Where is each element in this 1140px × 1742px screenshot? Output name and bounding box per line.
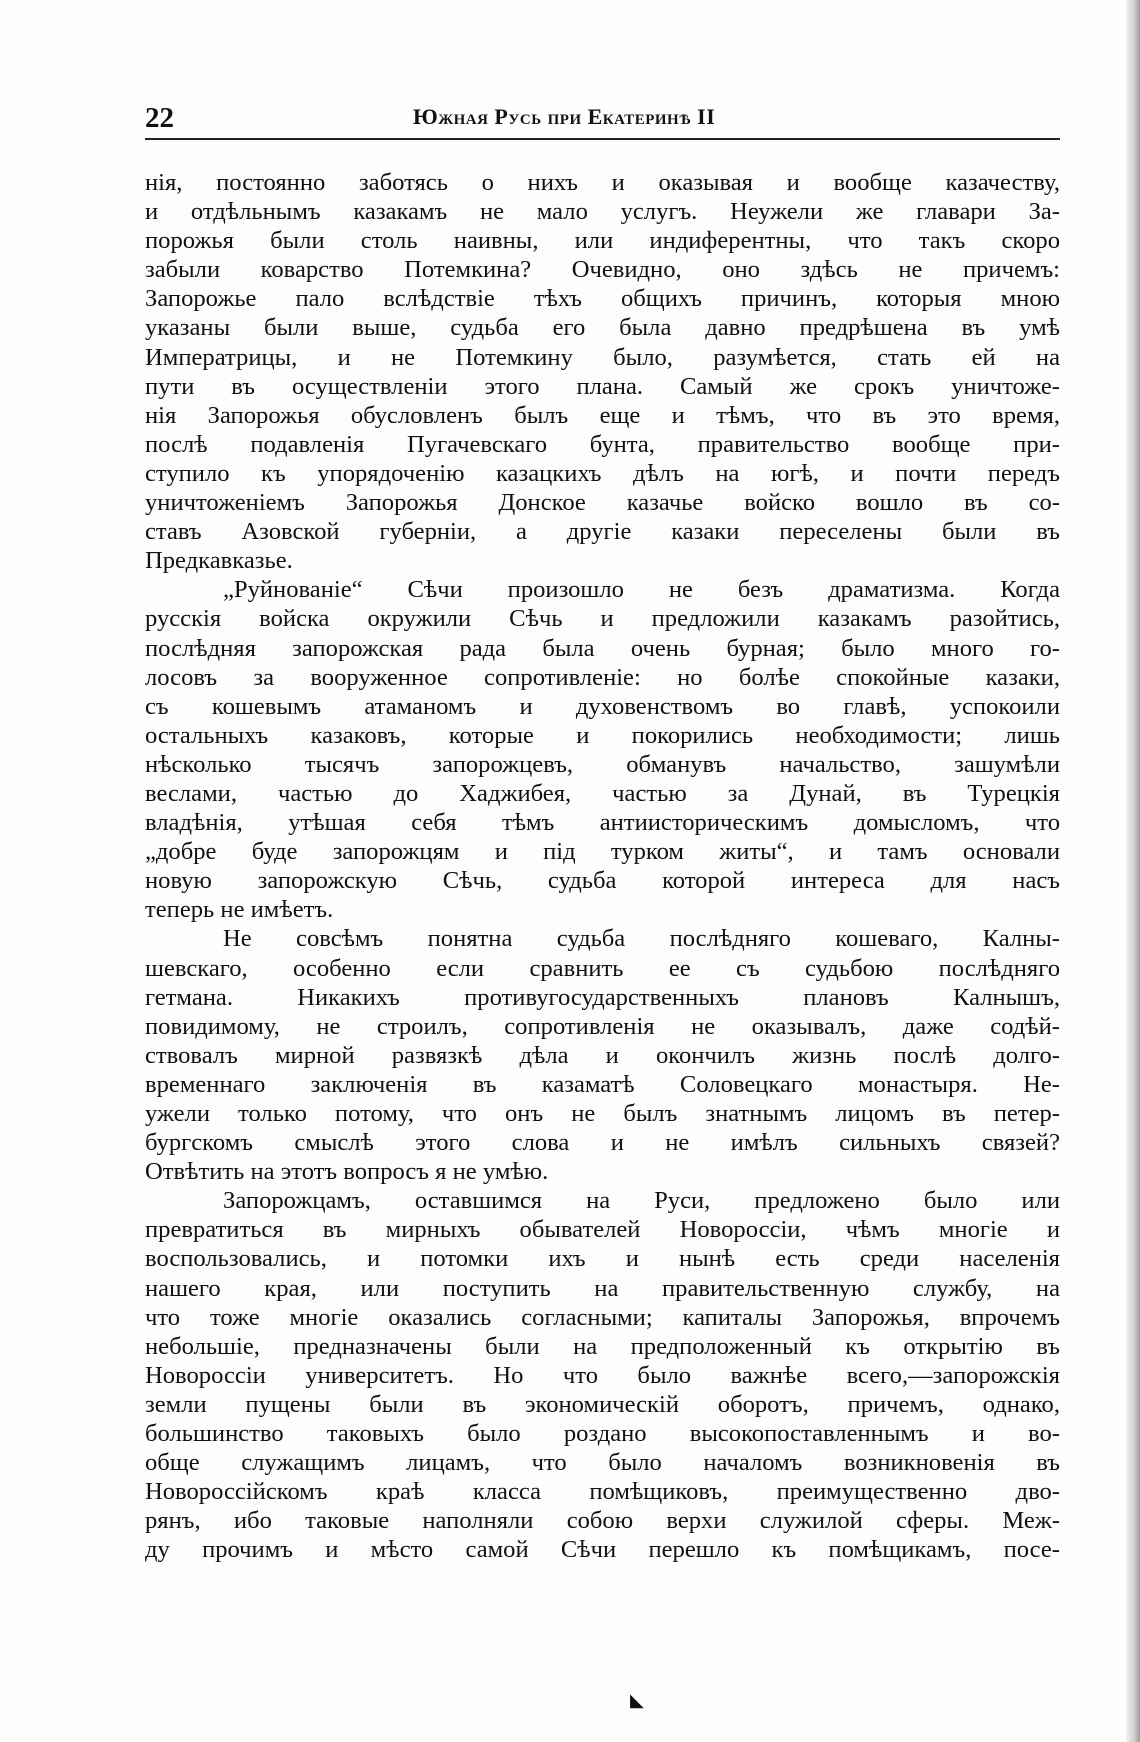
text-line: нашего края, или поступить на правительственную службу, на <box>145 1274 1060 1302</box>
text-line: Запорожье пало вслѣдствіе тѣхъ общихъ причинъ, которыя мною <box>145 285 1060 313</box>
text-line: повидимому, не строилъ, сопротивленія не оказывалъ, даже содѣй- <box>145 1012 1060 1040</box>
text-line: лосовъ за вооруженное сопротивленіе: но болѣе спокойные казаки, <box>145 663 1060 691</box>
running-title: Южная Русь при Екатеринѣ II <box>413 104 716 129</box>
text-line: нѣсколько тысячъ запорожцевъ, обманувъ начальство, зашумѣли <box>145 750 1060 778</box>
text-line: небольшіе, предназначены были на предположенный къ открытію въ <box>145 1332 1060 1360</box>
text-line: что тоже многіе оказались согласными; капиталы Запорожья, впрочемъ <box>145 1303 1060 1331</box>
text-line: ставъ Азовской губерніи, а другіе казаки переселены были въ <box>145 518 1060 546</box>
text-line: Не совсѣмъ понятна судьба послѣдняго кошеваго, Калны- <box>223 925 1060 953</box>
text-line: Отвѣтить на этотъ вопросъ я не умѣю. <box>145 1158 549 1186</box>
text-line: обще служащимъ лицамъ, что было началомъ возникновенія въ <box>145 1449 1060 1477</box>
text-line: превратиться въ мирныхъ обывателей Новороссіи, чѣмъ многіе и <box>145 1216 1060 1244</box>
text-line: послѣ подавленія Пугачевскаго бунта, правительство вообще при- <box>145 430 1060 458</box>
text-line: большинство таковыхъ было роздано высокопоставленнымъ и во- <box>145 1420 1060 1448</box>
text-line: гетмана. Никакихъ противугосударственныхъ плановъ Калнышъ, <box>145 983 1060 1011</box>
text-line: рянъ, ибо таковые наполняли собою верхи служилой сферы. Меж- <box>145 1507 1060 1535</box>
text-line: и отдѣльнымъ казакамъ не мало услугъ. Неужели же главари За- <box>145 198 1060 226</box>
text-line: забыли коварство Потемкина? Очевидно, оно здѣсь не причемъ: <box>145 256 1060 284</box>
text-line: Императрицы, и не Потемкину было, разумѣется, стать ей на <box>145 343 1060 371</box>
text-line: временнаго заключенія въ казаматѣ Соловецкаго монастыря. Не- <box>145 1070 1060 1098</box>
text-line: ствовалъ мирной развязкѣ дѣла и окончилъ жизнь послѣ долго- <box>145 1041 1060 1069</box>
text-line: ступило къ упорядоченію казацкихъ дѣлъ на югѣ, и почти передъ <box>145 459 1060 487</box>
text-line: владѣнія, утѣшая себя тѣмъ антиисторическимъ домысломъ, что <box>145 809 1060 837</box>
text-line: новую запорожскую Сѣчь, судьба которой интереса для насъ <box>145 867 1060 895</box>
text-line: воспользовались, и потомки ихъ и нынѣ есть среди населенія <box>145 1245 1060 1273</box>
text-line: указаны были выше, судьба его была давно предрѣшена въ умѣ <box>145 314 1060 342</box>
text-line: пути въ осуществленіи этого плана. Самый же срокъ уничтоже- <box>145 372 1060 400</box>
text-line: шевскаго, особенно если сравнить ее съ судьбою послѣдняго <box>145 954 1060 982</box>
text-line: Запорожцамъ, оставшимся на Руси, предложено было или <box>223 1187 1060 1215</box>
text-line: земли пущены были въ экономическій оборотъ, причемъ, однако, <box>145 1390 1060 1418</box>
text-line: теперь не имѣетъ. <box>145 896 334 924</box>
paragraph <box>145 575 1060 924</box>
text-line: „добре буде запорожцям и під турком житы“, и тамъ основали <box>145 838 1060 866</box>
text-line: нія, постоянно заботясь о нихъ и оказывая и вообще казачеству, <box>145 169 1060 196</box>
text-line: съ кошевымъ атаманомъ и духовенствомъ во главѣ, успокоили <box>145 692 1060 720</box>
text-line: уничтоженіемъ Запорожья Донское казачье войско вошло въ со- <box>145 489 1060 517</box>
paragraph <box>145 924 1060 1186</box>
text-line: остальныхъ казаковъ, которые и покорились необходимости; лишь <box>145 721 1060 749</box>
text-line: веслами, частью до Хаджибея, частью за Дунай, въ Турецкія <box>145 779 1060 807</box>
header-rule <box>145 138 1060 140</box>
text-line: „Руйнованіе“ Сѣчи произошло не безъ драматизма. Когда <box>223 576 1060 604</box>
text-line: бургскомъ смыслѣ этого слова и не имѣлъ сильныхъ связей? <box>145 1129 1060 1157</box>
paragraph <box>145 1186 1060 1564</box>
page-number: 22 <box>145 102 174 134</box>
text-line: нія Запорожья обусловленъ былъ еще и тѣмъ, что въ это время, <box>145 401 1060 429</box>
page-edge-shadow <box>1126 0 1140 1742</box>
text-line: послѣдняя запорожская рада была очень бурная; было много го- <box>145 634 1060 662</box>
paragraph <box>145 168 1060 575</box>
text-line: Предкавказье. <box>145 547 293 575</box>
text-line: русскія войска окружили Сѣчь и предложили казакамъ разойтись, <box>145 605 1060 633</box>
page-header <box>145 98 1060 138</box>
text-line: Новороссіи университетъ. Но что было важнѣе всего,—запорожскія <box>145 1361 1060 1389</box>
text-line: ду прочимъ и мѣсто самой Сѣчи перешло къ помѣщикамъ, посе- <box>145 1536 1060 1564</box>
text-line: ужели только потому, что онъ не былъ знатнымъ лицомъ въ петер- <box>145 1100 1060 1127</box>
text-line: порожья были столь наивны, или индиферентны, что такъ скоро <box>145 227 1060 255</box>
text-line: Новороссійскомъ краѣ класса помѣщиковъ, преимущественно дво- <box>145 1478 1060 1506</box>
body-text <box>145 168 1060 1565</box>
page-mark: ◣ <box>630 1690 644 1711</box>
